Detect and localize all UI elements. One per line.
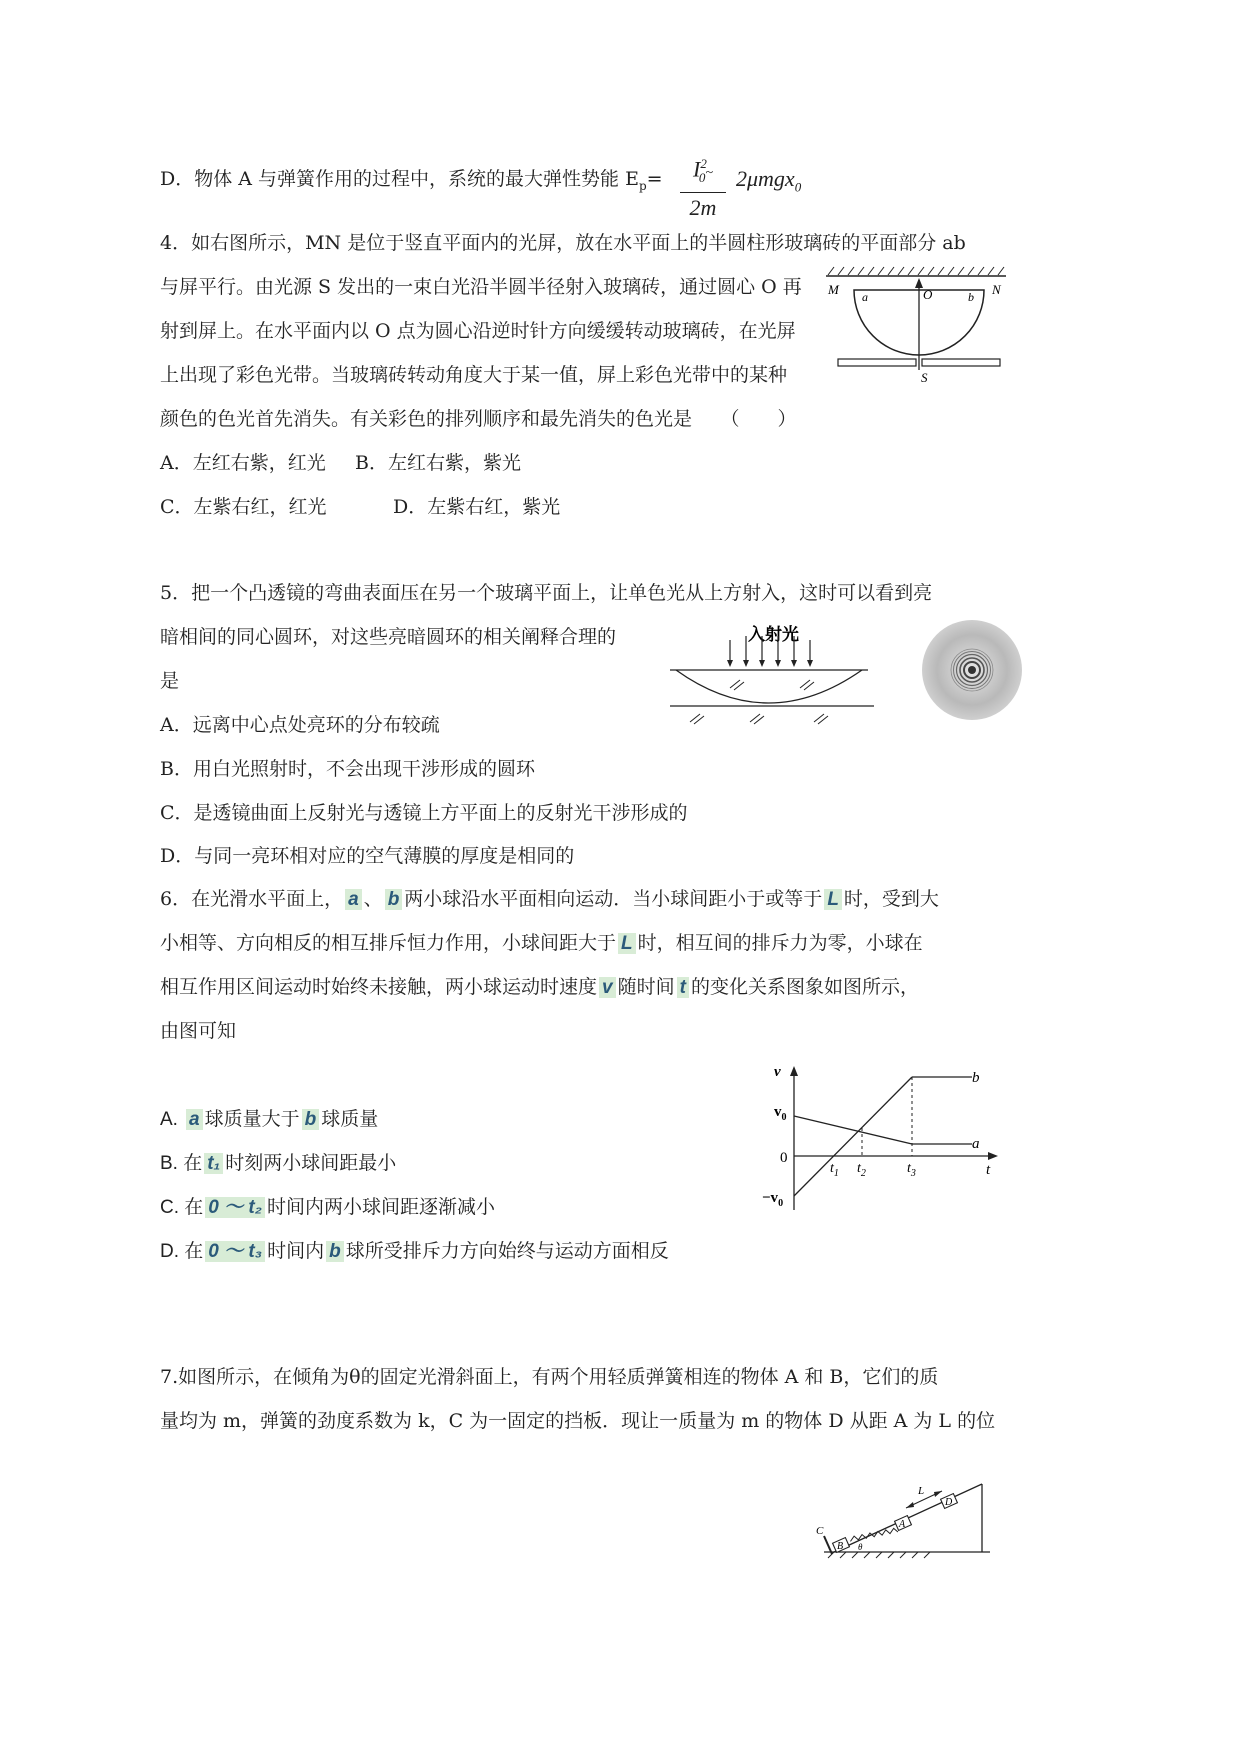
- q6-line-1: 6．在光滑水平面上， a 、 b 两小球沿水平面相向运动．当小球间距小于或等于 L 时，受到大: [160, 888, 939, 910]
- q5-lens-figure: [668, 618, 880, 736]
- q4-line-4: 上出现了彩色光带。当玻璃砖转动角度大于某一值，屏上彩色光带中的某种: [160, 364, 788, 386]
- q6-graph-b-label: b: [972, 1070, 980, 1086]
- q6-graph-v0-label: $v_0$: [774, 1104, 787, 1123]
- q4-option-b: B．左红右紫，紫光: [355, 452, 521, 474]
- q7-fig-label-theta: θ: [858, 1542, 863, 1552]
- q6-symbol-a: a: [345, 889, 362, 910]
- q6-symbol-l-2: L: [618, 933, 636, 954]
- q4-line-2: 与屏平行。由光源 S 发出的一束白光沿半圆半径射入玻璃砖，通过圆心 O 再: [160, 276, 802, 298]
- q4-fig-label-a: a: [862, 290, 868, 304]
- q6-graph-v-label: v: [774, 1064, 781, 1080]
- q3-ep-subscript: p: [638, 178, 647, 193]
- q6-line-b: [794, 1077, 912, 1196]
- q3-option-d-text: D．物体 A 与弹簧作用的过程中，系统的最大弹性势能 E: [160, 168, 639, 190]
- q7-line-1: 7.如图所示，在倾角为θ的固定光滑斜面上，有两个用轻质弹簧相连的物体 A 和 B，它们的质: [160, 1366, 939, 1388]
- q6-option-d: D. 在 0 ～ t₃ 时间内 b 球所受排斥力方向始终与运动方面相反: [160, 1240, 669, 1262]
- q5-option-c: C．是透镜曲面上反射光与透镜上方平面上的反射光干涉形成的: [160, 802, 688, 824]
- q5-line-1: 5．把一个凸透镜的弯曲表面压在另一个玻璃平面上，让单色光从上方射入，这时可以看到亮: [160, 582, 933, 604]
- q4-option-d: D．左紫右红，紫光: [393, 496, 561, 518]
- q7-fig-label-b: B: [837, 1541, 844, 1552]
- q6-option-a: A. a 球质量大于 b 球质量: [160, 1108, 379, 1130]
- q6-graph-t-label: t: [986, 1162, 991, 1178]
- q7-fig-label-l: L: [918, 1485, 925, 1497]
- q4-line-5: 颜色的色光首先消失。有关彩色的排列顺序和最先消失的色光是 （ ）: [160, 408, 797, 430]
- q7-fig-label-d: D: [945, 1497, 953, 1508]
- q6-line-a: [794, 1116, 912, 1144]
- q5-option-d: D．与同一亮环相对应的空气薄膜的厚度是相同的: [160, 845, 575, 867]
- q6-symbol-t: t: [677, 977, 689, 998]
- q6-line-2: 小相等、方向相反的相互排斥恒力作用，小球间距大于 L 时，相互间的排斥力为零，小球在: [160, 932, 923, 954]
- q3-tail-term: 2μmgx$_0$: [736, 166, 802, 195]
- q3-fraction-denominator: 2m: [689, 194, 717, 220]
- q5-line-2: 暗相间的同心圆环，对这些亮暗圆环的相关阐释合理的: [160, 626, 617, 648]
- q4-fig-label-o: O: [923, 287, 933, 302]
- q4-option-c: C．左紫右红，红光: [160, 496, 327, 518]
- q5-newton-rings-icon: [920, 618, 1024, 722]
- q6-graph-a-label: a: [972, 1136, 980, 1152]
- q6-graph-t3-label: $t_3$: [907, 1161, 916, 1179]
- q3-fraction-numerator: $I^2_0\sim$: [680, 150, 726, 193]
- q6-graph-neg-v0-label: $-v_0$: [762, 1190, 784, 1209]
- q7-line-2: 量均为 m，弹簧的劲度系数为 k，C 为一固定的挡板．现让一质量为 m 的物体 D 从距 A 为 L 的位: [160, 1410, 996, 1432]
- q3-fraction: [680, 150, 726, 223]
- q5-option-a: A．远离中心点处亮环的分布较疏: [160, 714, 440, 736]
- q6-option-b: B. 在 t₁ 时刻两小球间距最小: [160, 1152, 397, 1174]
- q6-graph-zero-label: 0: [780, 1150, 788, 1166]
- q7-incline-figure: [810, 1470, 995, 1560]
- q6-symbol-l: L: [824, 889, 842, 910]
- q6-vt-graph: [760, 1062, 1005, 1220]
- q4-line-1: 4．如右图所示，MN 是位于竖直平面内的光屏，放在水平面上的半圆柱形玻璃砖的平面部分 ab: [160, 232, 966, 254]
- q6-line-4: 由图可知: [160, 1020, 237, 1042]
- q6-graph-t2-label: $t_2$: [857, 1161, 866, 1179]
- q6-line-3: 相互作用区间运动时始终未接触，两小球运动时速度 v 随时间 t 的变化关系图象如图所示，: [160, 976, 919, 998]
- q4-fig-label-n: N: [992, 282, 1001, 297]
- q7-fig-label-c: C: [816, 1525, 824, 1537]
- q7-fig-label-a: A: [899, 1519, 906, 1530]
- q5-option-b: B．用白光照射时，不会出现干涉形成的圆环: [160, 758, 535, 780]
- q4-line-3: 射到屏上。在水平面内以 O 点为圆心沿逆时针方向缓缓转动玻璃砖，在光屏: [160, 320, 796, 342]
- q4-fig-label-b: b: [968, 290, 974, 304]
- q5-incident-light-label: 入射光: [748, 625, 799, 644]
- q3-equals: =: [646, 168, 663, 190]
- q5-line-3: 是: [160, 670, 180, 692]
- q4-option-a: A．左红右紫，红光: [160, 452, 326, 474]
- q3-option-d: [160, 166, 663, 199]
- q4-fig-label-m: M: [828, 282, 839, 297]
- q4-fig-label-s: S: [921, 370, 928, 385]
- q6-symbol-v: v: [599, 977, 616, 998]
- q6-graph-t1-label: $t_1$: [830, 1161, 839, 1179]
- q6-symbol-b: b: [385, 889, 403, 910]
- q4-figure: [820, 262, 1010, 387]
- q6-option-c: C. 在 0 ～ t₂ 时间内两小球间距逐渐减小: [160, 1196, 495, 1218]
